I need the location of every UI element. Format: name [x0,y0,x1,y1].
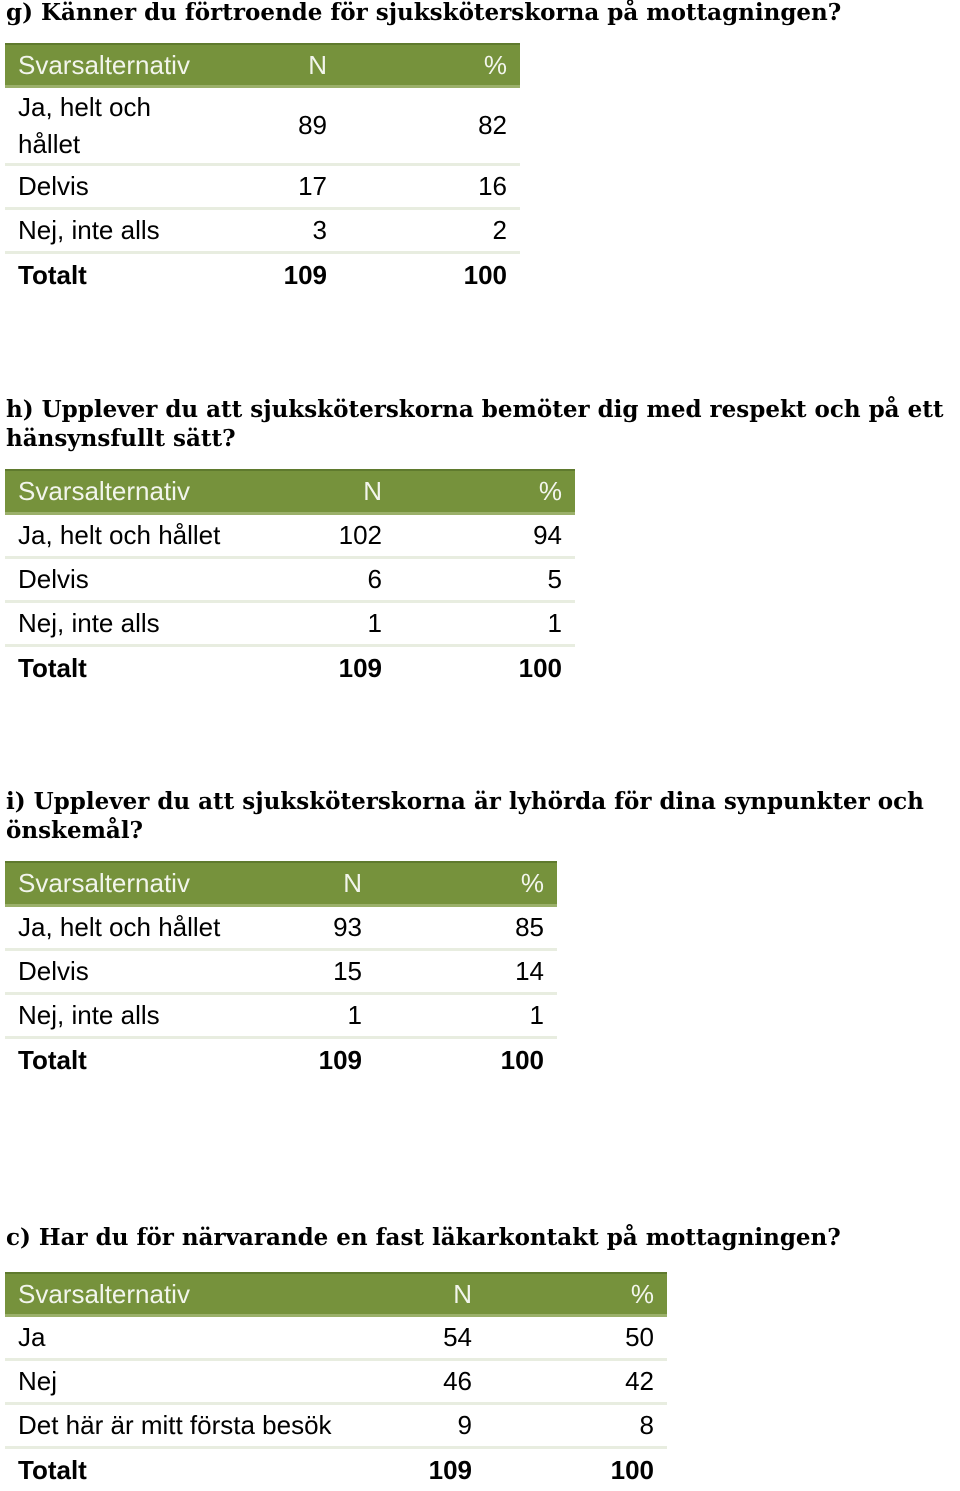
header-alternative: Svarsalternativ [18,49,190,80]
row-label: Delvis [18,956,89,986]
row-percent: 5 [547,564,562,594]
row-percent: 16 [478,171,507,201]
header-percent: % [630,1278,654,1309]
table-header-row [5,861,557,907]
table-c [5,1272,667,1491]
header-n: N [343,868,362,898]
row-percent: 82 [478,110,507,140]
table-header-row [5,1272,667,1317]
header-alternative: Svarsalternativ [18,476,190,506]
total-label: Totalt [18,1454,87,1485]
header-n: N [363,476,382,506]
row-n: 93 [333,912,362,942]
row-label: Delvis [18,564,89,594]
row-label: Ja, helt och hållet [18,912,221,942]
total-row [5,1039,557,1081]
table-i [5,861,557,1081]
row-label: Det här är mitt första besök [18,1410,332,1440]
total-row [5,1449,667,1491]
table-header-row [5,469,575,515]
row-n: 1 [347,1000,362,1030]
row-percent: 1 [547,608,562,638]
row-label: Delvis [18,171,89,201]
table-row [5,559,575,603]
row-percent: 14 [515,956,544,986]
row-label: Nej [18,1366,58,1396]
table-row [5,951,557,995]
row-n: 15 [333,956,362,986]
question-i-title-line2: önskemål? [6,817,144,844]
total-row [5,254,520,296]
row-percent: 94 [533,520,562,550]
row-label: Ja [18,1322,46,1352]
total-n: 109 [338,652,382,683]
header-percent: % [483,49,507,80]
row-n: 17 [298,171,327,201]
row-percent: 8 [639,1410,654,1440]
row-percent: 50 [625,1322,654,1352]
header-alternative: Svarsalternativ [18,1278,190,1309]
total-n: 109 [428,1454,472,1485]
row-n: 46 [443,1366,472,1396]
row-percent: 85 [515,912,544,942]
row-n: 89 [298,110,327,140]
row-n: 6 [367,564,382,594]
row-n: 3 [312,215,327,245]
table-row [5,166,520,210]
question-c-title: c) Har du för närvarande en fast läkarkontakt på mottagningen? [6,1224,841,1251]
row-n: 54 [443,1322,472,1352]
table-g [5,43,520,296]
header-percent: % [520,868,544,898]
table-row [5,1361,667,1405]
question-g-title: g) Känner du förtroende för sjuksköterskorna på mottagningen? [6,0,842,26]
row-label: Nej, inte alls [18,1000,160,1030]
total-n: 109 [318,1044,362,1075]
total-row [5,647,575,689]
table-row [5,995,557,1039]
total-label: Totalt [18,1044,87,1075]
row-percent: 2 [492,215,507,245]
question-h-title-line2: hänsynsfullt sätt? [6,425,236,452]
row-label: Nej, inte alls [18,608,160,638]
header-n: N [453,1278,472,1309]
header-percent: % [538,476,562,506]
table-row [5,1405,667,1449]
table-row [5,907,557,951]
total-n: 109 [283,259,327,290]
row-n: 9 [457,1410,472,1440]
row-percent: 1 [529,1000,544,1030]
total-percent: 100 [463,259,507,290]
question-h-title-line1: h) Upplever du att sjuksköterskorna bemöter dig med respekt och på ett [6,396,944,423]
row-label: Ja, helt och hållet [18,520,221,550]
table-row [5,515,575,559]
total-label: Totalt [18,652,87,683]
row-n: 1 [367,608,382,638]
question-i-title-line1: i) Upplever du att sjuksköterskorna är lyhörda för dina synpunkter och [6,788,924,815]
total-label: Totalt [18,259,87,290]
total-percent: 100 [500,1044,544,1075]
total-percent: 100 [518,652,562,683]
table-row [5,88,520,166]
row-label: Ja, helt och hållet [18,91,151,159]
table-row [5,1317,667,1361]
table-row [5,210,520,254]
table-h [5,469,575,689]
table-row [5,603,575,647]
header-alternative: Svarsalternativ [18,868,190,898]
row-percent: 42 [625,1366,654,1396]
header-n: N [308,49,327,80]
row-n: 102 [338,520,382,550]
row-label: Nej, inte alls [18,215,160,245]
total-percent: 100 [610,1454,654,1485]
table-header-row [5,43,520,88]
